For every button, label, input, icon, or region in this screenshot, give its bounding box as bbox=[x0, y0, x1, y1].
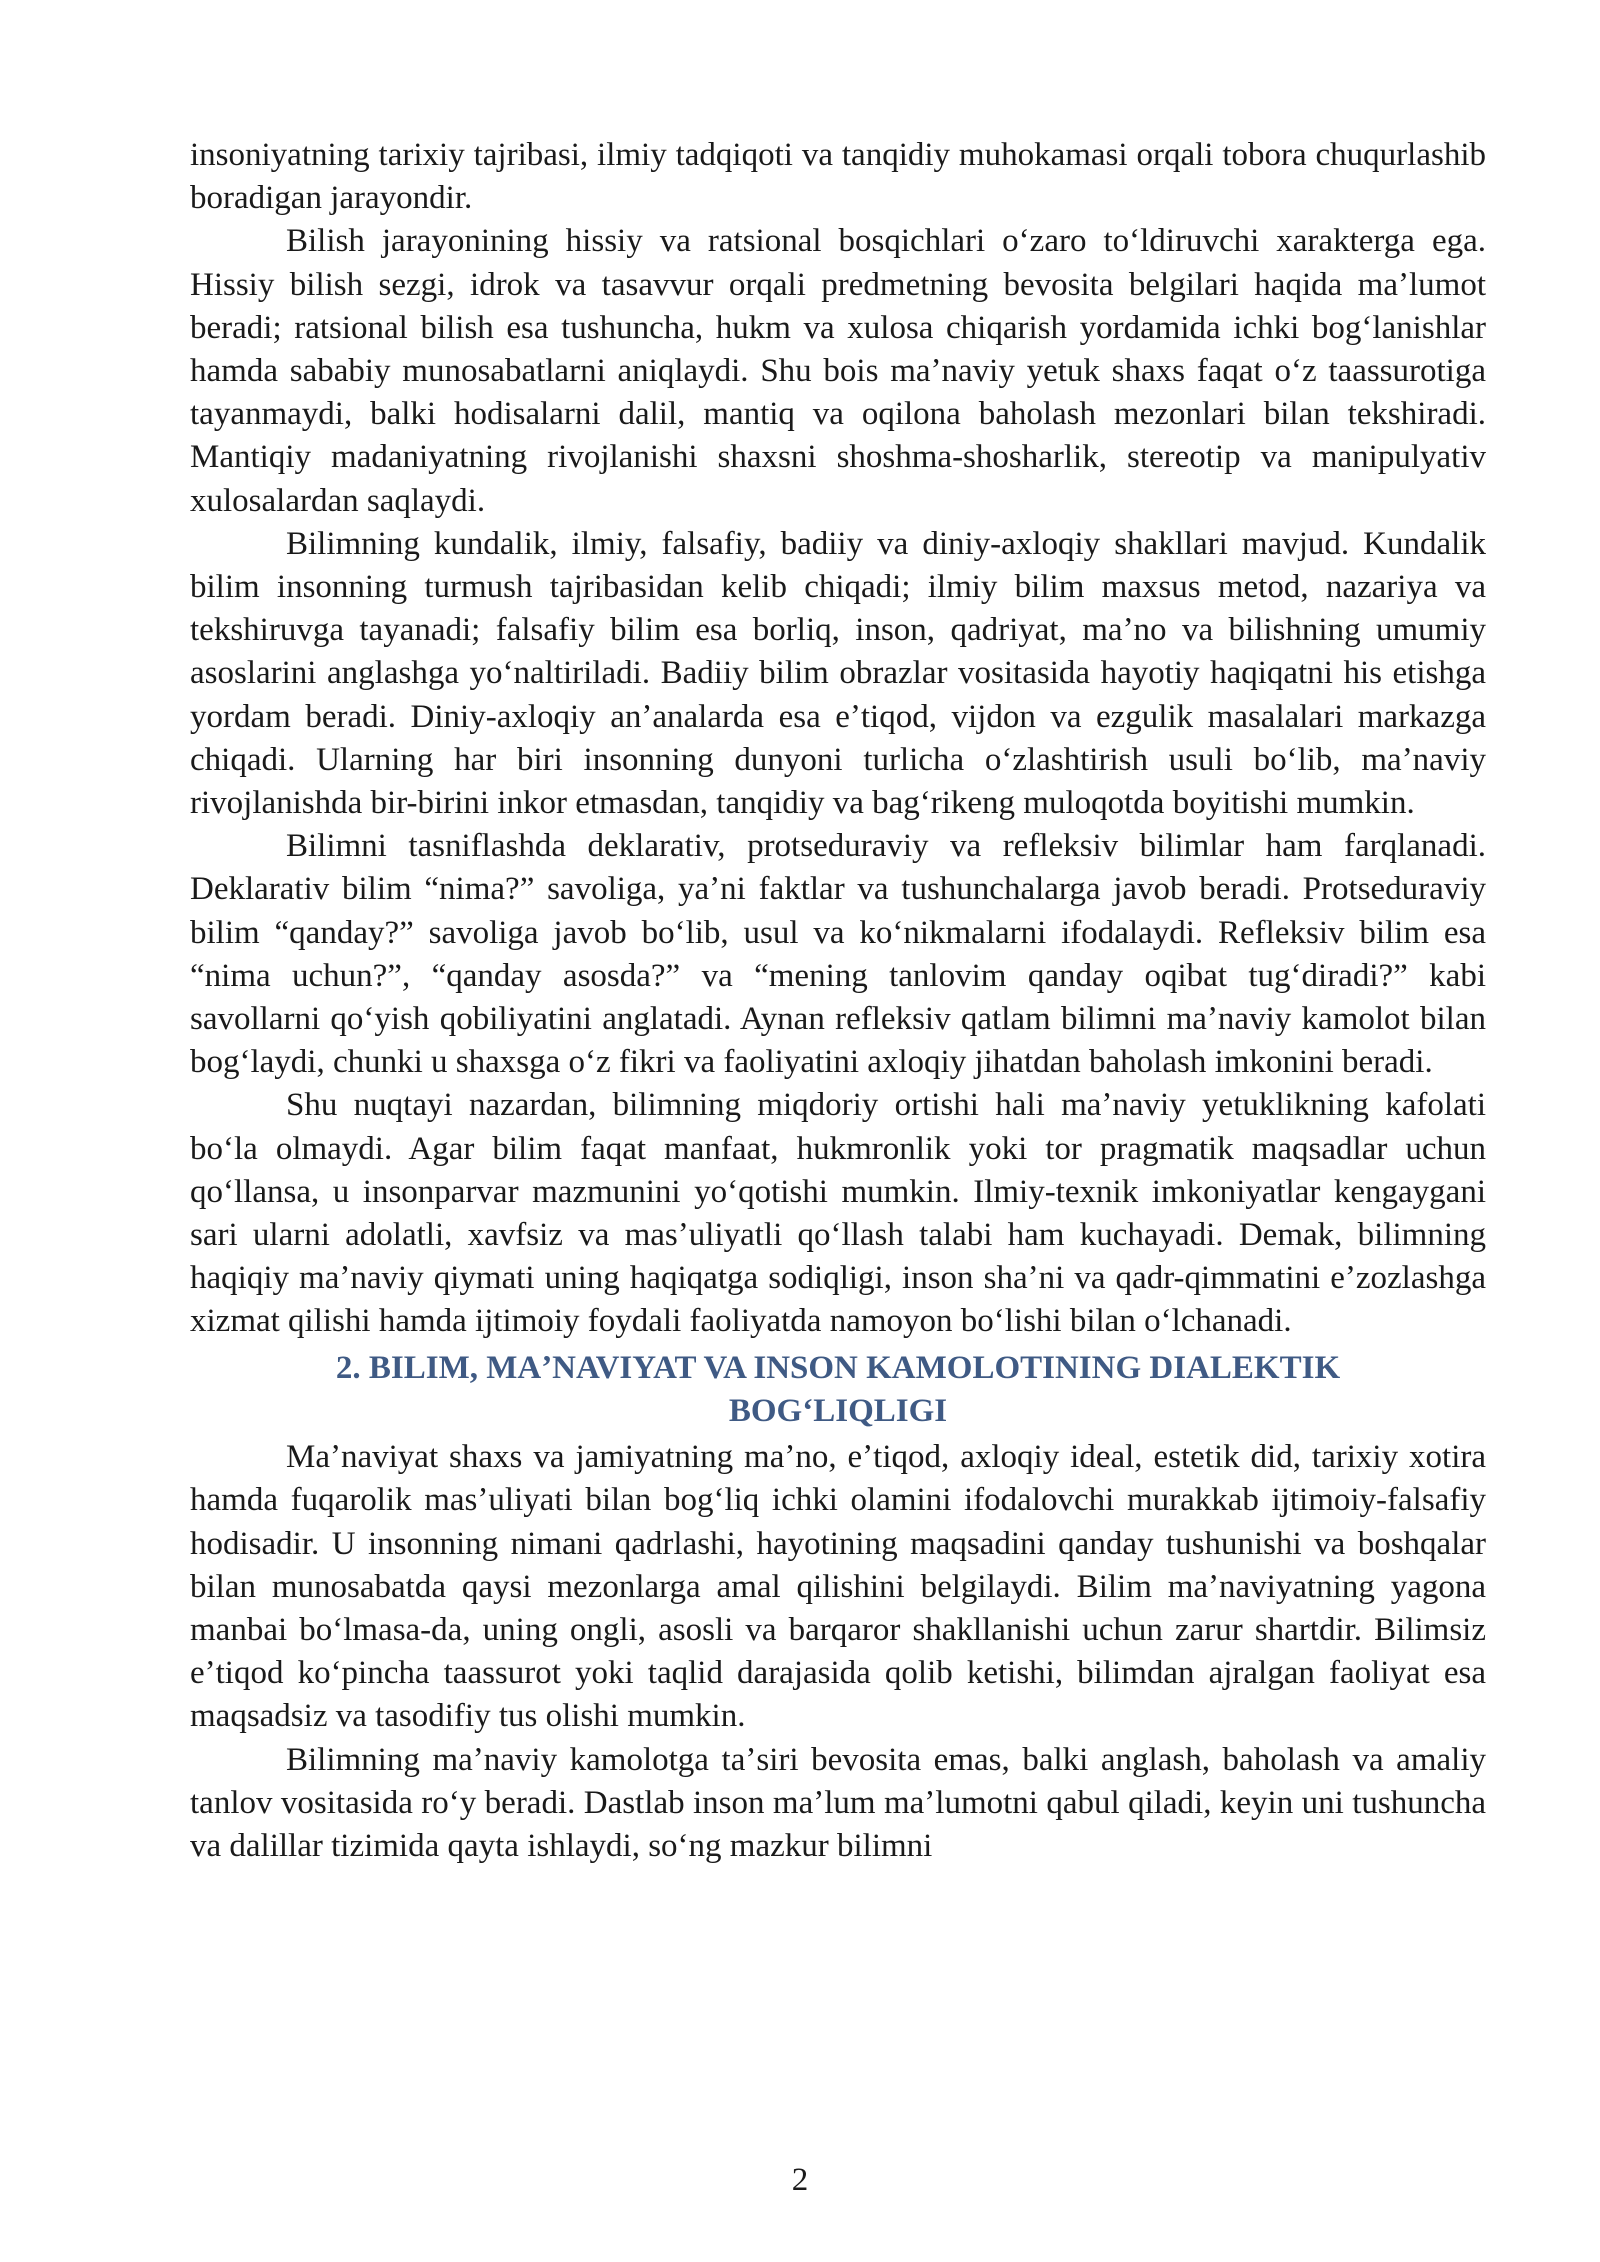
section-heading bbox=[190, 1347, 1486, 1433]
paragraph-continuation: insoniyatning tarixiy tajribasi, ilmiy tadqiqoti va tanqidiy muhokamasi orqali tobora chuqurlashib boradigan jarayondir. bbox=[190, 137, 1486, 217]
section-heading-line-1: 2. BILIM, MAʼNAVIYAT VA INSON KAMOLOTINING DIALEKTIK bbox=[335, 1349, 1341, 1386]
body-text bbox=[190, 134, 1486, 1868]
paragraph-spirituality: Maʼnaviyat shaxs va jamiyatning maʼno, eʼtiqod, axloqiy ideal, estetik did, tarixiy xotira hamda fuqarolik masʼuliyati bilan bogʻliq ichki olamini ifodalovchi murakkab ijtimoiy-falsafiy hodisadir. U insonning nimani qadrlashi, hayotining maqsadini qanday tushunishi va boshqalar bilan munosabatda qaysi mezonlarga amal qilishini belgilaydi. Bilim maʼnaviyatning yagona manbai boʻlmasa-da, uning ongli, asosli va barqaror shakllanishi uchun zarur shartdir. Bilimsiz eʼtiqod koʻpincha taassurot yoki taqlid darajasida qolib ketishi, bilimdan ajralgan faoliyat esa maqsadsiz va tasodifiy tus olishi mumkin. bbox=[190, 1439, 1486, 1735]
section-heading-line-2: BOGʻLIQLIGI bbox=[728, 1392, 948, 1429]
paragraph-knowledge-influence: Bilimning maʼnaviy kamolotga taʼsiri bevosita emas, balki anglash, baholash va amaliy tanlov vositasida roʻy beradi. Dastlab inson maʼlum maʼlumotni qabul qiladi, keyin uni tushuncha va dalillar tizimida qayta ishlaydi, soʻng mazkur bilimni bbox=[190, 1741, 1486, 1864]
paragraph-cognition-stages: Bilish jarayonining hissiy va ratsional bosqichlari oʻzaro toʻldiruvchi xarakterga ega. Hissiy bilish sezgi, idrok va tasavvur orqali predmetning bevosita belgilari haqida maʼlumot beradi; ratsional bilish esa tushuncha, hukm va xulosa chiqarish yordamida ichki bogʻlanishlar hamda sababiy munosabatlarni aniqlaydi. Shu bois maʼnaviy yetuk shaxs faqat oʻz taassurotiga tayanmaydi, balki hodisalarni dalil, mantiq va oqilona baholash mezonlari bilan tekshiradi. Mantiqiy madaniyatning rivojlanishi shaxsni shoshma-shosharlik, stereotip va manipulyativ xulosalardan saqlaydi. bbox=[190, 223, 1486, 519]
paragraph-knowledge-forms: Bilimning kundalik, ilmiy, falsafiy, badiiy va diniy-axloqiy shakllari mavjud. Kundalik bilim insonning turmush tajribasidan kelib chiqadi; ilmiy bilim maxsus metod, nazariya va tekshiruvga tayanadi; falsafiy bilim esa borliq, inson, qadriyat, maʼno va bilishning umumiy asoslarini anglashga yoʻnaltiriladi. Badiiy bilim obrazlar vositasida hayotiy haqiqatni his etishga yordam beradi. Diniy-axloqiy anʼanalarda esa eʼtiqod, vijdon va ezgulik masalalari markazga chiqadi. Ularning har biri insonning dunyoni turlicha oʻzlashtirish usuli boʻlib, maʼnaviy rivojlanishda bir-birini inkor etmasdan, tanqidiy va bagʻrikeng muloqotda boyitishi mumkin. bbox=[190, 525, 1486, 822]
page-number: 2 bbox=[791, 2162, 809, 2198]
paragraph-knowledge-classification: Bilimni tasniflashda deklarativ, protseduraviy va refleksiv bilimlar ham farqlanadi. Deklarativ bilim “nima?” savoliga, yaʼni faktlar va tushunchalarga javob beradi. Protseduraviy bilim “qanday?” savoliga javob boʻlib, usul va koʻnikmalarni ifodalaydi. Refleksiv bilim esa “nima uchun?”, “qanday asosda?” va “mening tanlovim qanday oqibat tugʻdiradi?” kabi savollarni qoʻyish qobiliyatini anglatadi. Aynan refleksiv qatlam bilimni maʼnaviy kamolot bilan bogʻlaydi, chunki u shaxsga oʻz fikri va faoliyatini axloqiy jihatdan baholash imkonini beradi. bbox=[190, 828, 1486, 1081]
paragraph-knowledge-value: Shu nuqtayi nazardan, bilimning miqdoriy ortishi hali maʼnaviy yetuklikning kafolati boʻla olmaydi. Agar bilim faqat manfaat, hukmronlik yoki tor pragmatik maqsadlar uchun qoʻllansa, u insonparvar mazmunini yoʻqotishi mumkin. Ilmiy-texnik imkoniyatlar kengaygani sari ularni adolatli, xavfsiz va masʼuliyatli qoʻllash talabi ham kuchayadi. Demak, bilimning haqiqiy maʼnaviy qiymati uning haqiqatga sodiqligi, inson shaʼni va qadr-qimmatini eʼzozlashga xizmat qilishi hamda ijtimoiy foydali faoliyatda namoyon boʻlishi bilan oʻlchanadi. bbox=[190, 1087, 1486, 1340]
